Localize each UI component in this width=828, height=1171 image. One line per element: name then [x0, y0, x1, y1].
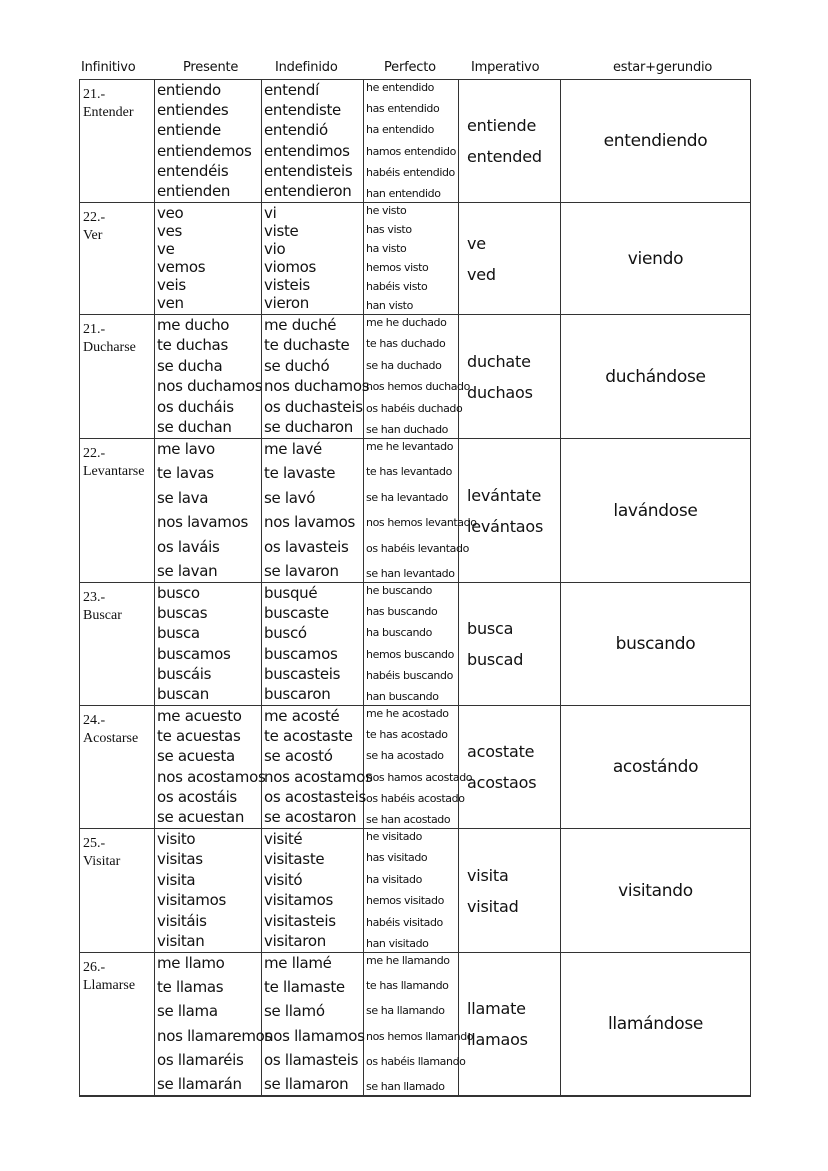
presente-form: visitan [157, 931, 205, 950]
perfecto-cell [364, 953, 474, 1097]
imperativo-form: llamate [467, 999, 526, 1018]
presente-form: nos acostamos [157, 767, 266, 786]
indefinido-forms [262, 829, 363, 952]
perfecto-forms [364, 583, 458, 705]
indefinido-form: visitamos [264, 891, 334, 910]
perfecto-form: han visitado [366, 936, 429, 950]
perfecto-form: ha entendido [366, 123, 434, 137]
perfecto-form: habéis visto [366, 280, 428, 293]
indefinido-form: te lavaste [264, 464, 336, 483]
presente-form: busca [157, 624, 200, 643]
presente-form: me ducho [157, 316, 230, 334]
gerundio-cell [561, 829, 751, 953]
perfecto-form: has buscando [366, 605, 438, 619]
perfecto-forms [364, 203, 458, 314]
perfecto-form: te has levantado [366, 465, 452, 479]
indefinido-form: se acostaron [264, 807, 357, 826]
gerundio-wrap [561, 953, 750, 1095]
imperativo-form: entended [467, 147, 542, 166]
indefinido-form: os acostasteis [264, 787, 366, 806]
perfecto-form: me he acostado [366, 707, 449, 720]
presente-form: veo [157, 204, 184, 222]
perfecto-form: habéis visitado [366, 915, 443, 929]
perfecto-form: has visto [366, 223, 412, 236]
imperativo-form: ved [467, 264, 496, 284]
presente-form: ven [157, 294, 184, 312]
indefinido-forms [262, 583, 363, 705]
indefinido-form: visitaron [264, 931, 326, 950]
indefinido-form: vieron [264, 294, 309, 312]
presente-form: me lavo [157, 440, 215, 458]
indefinido-form: se lavó [264, 488, 316, 507]
imperativo-form: busca [467, 619, 514, 638]
infinitive-cell [80, 829, 155, 953]
verb-row [80, 439, 751, 583]
verb-number: 22.- [83, 210, 106, 225]
indefinido-form: viomos [264, 258, 317, 276]
gerundio-form: buscando [615, 634, 696, 654]
perfecto-form: se han levantado [366, 566, 455, 580]
indefinido-form: visitó [264, 870, 303, 889]
presente-form: os llamaréis [157, 1050, 244, 1069]
indefinido-form: visité [264, 830, 303, 848]
perfecto-form: nos hemos levantado [366, 516, 477, 530]
infinitive-cell [80, 80, 155, 203]
perfecto-form: has entendido [366, 102, 440, 116]
perfecto-cell [364, 829, 459, 953]
presente-form: buscáis [157, 664, 212, 683]
indefinido-forms [262, 706, 373, 828]
perfecto-form: te has duchado [366, 337, 446, 351]
perfecto-form: se ha levantado [366, 490, 449, 504]
indefinido-form: buscaron [264, 684, 331, 703]
presente-forms [155, 706, 266, 828]
indefinido-form: os llamasteis [264, 1050, 359, 1069]
imperativo-cell [459, 706, 561, 829]
indefinido-forms [262, 315, 370, 438]
indefinido-form: visitasteis [264, 911, 336, 930]
presente-form: te llamas [157, 978, 224, 997]
indefinido-form: nos lavamos [264, 513, 355, 532]
perfecto-form: hamos entendido [366, 144, 456, 158]
presente-form: vemos [157, 258, 206, 276]
imperativo-form: acostaos [467, 773, 537, 792]
gerundio-form: lavándose [613, 500, 698, 521]
indefinido-form: te llamaste [264, 978, 345, 997]
presente-cell [155, 953, 273, 1097]
presente-form: se lava [157, 488, 209, 507]
imperativo-cell [459, 829, 561, 953]
imperativo-form: levántaos [467, 516, 544, 536]
imperativo-form: ve [467, 233, 486, 253]
indefinido-form: me duché [264, 316, 337, 334]
imperativo-cell [459, 439, 561, 583]
presente-cell [155, 439, 262, 583]
verb-row [80, 583, 751, 706]
indefinido-form: vio [264, 240, 286, 258]
infinitive-cell [80, 439, 155, 583]
presente-forms [155, 829, 261, 952]
gerundio-form: viendo [627, 248, 684, 269]
verb-number: 21.- [83, 87, 106, 102]
perfecto-forms [364, 829, 458, 952]
presente-form: entiendemos [157, 141, 252, 160]
indefinido-form: buscasteis [264, 664, 341, 683]
perfecto-form: me he levantado [366, 440, 454, 453]
perfecto-form: he visitado [366, 830, 422, 843]
indefinido-form: nos acostamos [264, 767, 373, 786]
perfecto-form: nos hamos acostado [366, 770, 473, 784]
perfecto-form: he buscando [366, 584, 432, 597]
header-indefinido: Indefinido [275, 60, 338, 75]
perfecto-cell [364, 439, 477, 583]
header-perfecto: Perfecto [384, 60, 436, 75]
verb-row [80, 829, 751, 953]
presente-form: se llamarán [157, 1074, 242, 1093]
imperativo-forms [459, 829, 560, 952]
indefinido-cell [262, 315, 370, 439]
presente-form: se lavan [157, 561, 218, 580]
perfecto-form: hemos buscando [366, 647, 454, 661]
presente-form: se llama [157, 1002, 218, 1021]
conjugation-table [79, 79, 751, 1097]
gerundio-wrap [561, 203, 750, 314]
presente-form: te lavas [157, 464, 214, 483]
perfecto-form: han visto [366, 299, 413, 312]
presente-form: visita [157, 870, 196, 889]
perfecto-cell [364, 80, 459, 203]
verb-row [80, 203, 751, 315]
gerundio-form: entendiendo [603, 131, 708, 151]
indefinido-form: nos llamamos [264, 1026, 365, 1045]
verb-number: 22.- [83, 446, 106, 461]
presente-form: nos lavamos [157, 513, 248, 532]
indefinido-cell [262, 829, 364, 953]
indefinido-form: entendieron [264, 181, 352, 200]
presente-form: entiendo [157, 81, 221, 99]
perfecto-form: os habéis duchado [366, 401, 463, 415]
imperativo-cell [459, 203, 561, 315]
perfecto-forms [364, 706, 473, 828]
presente-form: ve [157, 240, 175, 258]
presente-form: entiende [157, 121, 221, 140]
imperativo-forms [459, 953, 560, 1095]
perfecto-form: han buscando [366, 689, 439, 703]
gerundio-form: llamándose [607, 1014, 704, 1034]
perfecto-form: he visto [366, 204, 407, 217]
perfecto-form: os habéis levantado [366, 541, 469, 555]
perfecto-form: se ha duchado [366, 358, 442, 372]
indefinido-forms [262, 953, 363, 1095]
perfecto-forms [364, 953, 474, 1095]
perfecto-cell [364, 706, 473, 829]
verb-row [80, 80, 751, 203]
perfecto-form: nos hemos duchado [366, 380, 470, 394]
verb-number: 23.- [83, 590, 106, 605]
gerundio-cell [561, 706, 751, 829]
imperativo-forms [459, 315, 560, 438]
imperativo-form: entiende [467, 116, 537, 135]
perfecto-form: se ha llamando [366, 1004, 445, 1018]
gerundio-wrap [561, 706, 750, 828]
perfecto-form: habéis buscando [366, 668, 453, 682]
presente-form: visito [157, 830, 196, 848]
presente-forms [155, 80, 261, 202]
imperativo-form: acostate [467, 742, 535, 761]
imperativo-forms [459, 80, 560, 202]
perfecto-forms [364, 80, 458, 202]
perfecto-form: me he duchado [366, 316, 447, 329]
perfecto-forms [364, 439, 477, 582]
indefinido-form: me llamé [264, 954, 332, 972]
infinitive-cell [80, 315, 155, 439]
presente-form: visitas [157, 850, 203, 869]
imperativo-form: buscad [467, 650, 524, 669]
infinitive-cell [80, 706, 155, 829]
indefinido-form: viste [264, 222, 299, 240]
gerundio-cell [561, 439, 751, 583]
infinitive-cell [80, 953, 155, 1097]
perfecto-form: hemos visto [366, 261, 429, 274]
perfecto-form: se han llamado [366, 1079, 445, 1093]
gerundio-cell [561, 583, 751, 706]
indefinido-form: visteis [264, 276, 310, 294]
presente-form: nos duchamos [157, 377, 263, 396]
indefinido-cell [262, 203, 364, 315]
imperativo-form: levántate [467, 485, 542, 505]
verb-number: 25.- [83, 836, 106, 851]
imperativo-cell [459, 315, 561, 439]
header-imperativo: Imperativo [471, 60, 540, 75]
presente-form: se acuesta [157, 747, 235, 766]
verb-infinitive: Visitar [83, 854, 121, 869]
perfecto-form: se ha acostado [366, 749, 444, 763]
verb-number: 24.- [83, 713, 106, 728]
presente-cell [155, 80, 262, 203]
verb-row [80, 706, 751, 829]
presente-form: os ducháis [157, 397, 234, 416]
indefinido-cell [262, 583, 364, 706]
verb-infinitive: Entender [83, 105, 134, 120]
perfecto-form: ha visto [366, 242, 407, 255]
presente-form: se ducha [157, 356, 223, 375]
presente-form: me acuesto [157, 707, 242, 725]
indefinido-form: te duchaste [264, 336, 350, 355]
verb-row [80, 953, 751, 1097]
presente-form: entienden [157, 181, 231, 200]
imperativo-form: visita [467, 865, 509, 885]
perfecto-form: has visitado [366, 851, 428, 865]
presente-form: te duchas [157, 336, 228, 355]
indefinido-form: nos duchamos [264, 377, 370, 396]
gerundio-cell [561, 315, 751, 439]
verb-number: 26.- [83, 960, 106, 975]
presente-form: se acuestan [157, 807, 245, 826]
gerundio-form: acostándo [612, 757, 699, 777]
presente-form: se duchan [157, 417, 232, 436]
header-presente: Presente [183, 60, 239, 75]
verb-infinitive: Ducharse [83, 340, 136, 355]
imperativo-cell [459, 80, 561, 203]
perfecto-forms [364, 315, 470, 438]
gerundio-wrap [561, 80, 750, 202]
perfecto-form: nos hemos llamando [366, 1029, 474, 1043]
perfecto-form: hemos visitado [366, 894, 444, 908]
indefinido-cell [262, 439, 364, 583]
infinitive-cell [80, 583, 155, 706]
indefinido-form: entendisteis [264, 161, 353, 180]
perfecto-form: ha visitado [366, 872, 422, 886]
imperativo-form: duchaos [467, 382, 533, 402]
verb-number: 21.- [83, 322, 106, 337]
gerundio-wrap [561, 583, 750, 705]
perfecto-form: he entendido [366, 81, 434, 94]
presente-form: buscan [157, 684, 209, 703]
presente-cell [155, 203, 262, 315]
imperativo-forms [459, 706, 560, 828]
indefinido-form: buscaste [264, 604, 329, 623]
presente-form: entiendes [157, 101, 229, 120]
header-infinitivo: Infinitivo [81, 60, 136, 75]
conjugation-table-body [80, 80, 751, 1097]
indefinido-forms [262, 80, 363, 202]
indefinido-cell [262, 953, 364, 1097]
gerundio-wrap [561, 315, 750, 438]
perfecto-form: me he llamando [366, 954, 450, 967]
column-headers [79, 58, 749, 80]
presente-form: os acostáis [157, 787, 237, 806]
verb-infinitive: Ver [83, 228, 103, 243]
indefinido-form: se ducharon [264, 417, 354, 436]
gerundio-wrap [561, 829, 750, 952]
perfecto-form: ha buscando [366, 626, 432, 640]
perfecto-cell [364, 315, 470, 439]
presente-form: os laváis [157, 537, 220, 556]
indefinido-form: me acosté [264, 707, 340, 725]
perfecto-form: han entendido [366, 186, 441, 200]
header-gerundio: estar+gerundio [613, 60, 713, 75]
indefinido-form: entendí [264, 81, 319, 99]
presente-cell [155, 583, 262, 706]
presente-form: entendéis [157, 161, 229, 180]
verb-infinitive: Buscar [83, 608, 122, 623]
indefinido-form: te acostaste [264, 727, 353, 746]
gerundio-cell [561, 953, 751, 1097]
verb-infinitive: Levantarse [83, 464, 145, 479]
gerundio-form: visitando [618, 880, 693, 901]
imperativo-cell [459, 953, 561, 1097]
presente-form: buscas [157, 604, 208, 623]
presente-forms [155, 439, 261, 582]
indefinido-forms [262, 203, 363, 314]
presente-form: visitamos [157, 891, 227, 910]
indefinido-cell [262, 706, 373, 829]
indefinido-form: se duchó [264, 356, 330, 375]
infinitive-cell [80, 203, 155, 315]
imperativo-form: visitad [467, 896, 519, 916]
imperativo-forms [459, 583, 560, 705]
perfecto-form: habéis entendido [366, 165, 455, 179]
verb-row [80, 315, 751, 439]
presente-form: nos llamaremos [157, 1026, 273, 1045]
presente-form: me llamo [157, 954, 225, 972]
perfecto-form: os habéis llamando [366, 1054, 466, 1068]
indefinido-form: vi [264, 204, 277, 222]
indefinido-form: buscó [264, 624, 307, 643]
perfecto-form: os habéis acostado [366, 791, 465, 805]
presente-form: ves [157, 222, 183, 240]
indefinido-form: se llamaron [264, 1074, 349, 1093]
presente-cell [155, 706, 266, 829]
presente-form: busco [157, 584, 200, 602]
indefinido-form: se acostó [264, 747, 333, 766]
perfecto-form: te has llamando [366, 979, 449, 993]
perfecto-form: te has acostado [366, 728, 448, 742]
presente-forms [155, 203, 261, 314]
gerundio-form: duchándose [605, 366, 706, 387]
verb-infinitive: Acostarse [83, 731, 139, 746]
indefinido-form: entendiste [264, 101, 341, 120]
presente-cell [155, 829, 262, 953]
presente-cell [155, 315, 262, 439]
indefinido-form: os lavasteis [264, 537, 349, 556]
gerundio-cell [561, 203, 751, 315]
indefinido-cell [262, 80, 364, 203]
indefinido-form: se llamó [264, 1002, 325, 1021]
imperativo-forms [459, 439, 560, 582]
presente-form: buscamos [157, 644, 231, 663]
presente-form: visitáis [157, 911, 207, 930]
indefinido-form: entendimos [264, 141, 350, 160]
gerundio-wrap [561, 439, 750, 582]
verb-infinitive: Llamarse [83, 978, 136, 993]
imperativo-form: llamaos [467, 1030, 528, 1049]
perfecto-form: se han acostado [366, 812, 451, 826]
presente-forms [155, 953, 273, 1095]
presente-forms [155, 315, 261, 438]
indefinido-form: me lavé [264, 440, 322, 458]
presente-form: te acuestas [157, 727, 241, 746]
imperativo-form: duchate [467, 351, 531, 371]
presente-forms [155, 583, 261, 705]
gerundio-cell [561, 80, 751, 203]
imperativo-forms [459, 203, 560, 314]
perfecto-cell [364, 203, 459, 315]
perfecto-cell [364, 583, 459, 706]
indefinido-form: entendió [264, 121, 328, 140]
imperativo-cell [459, 583, 561, 706]
indefinido-forms [262, 439, 363, 582]
indefinido-form: se lavaron [264, 561, 339, 580]
presente-form: veis [157, 276, 186, 294]
indefinido-form: visitaste [264, 850, 325, 869]
perfecto-form: se han duchado [366, 422, 449, 436]
indefinido-form: buscamos [264, 644, 338, 663]
indefinido-form: busqué [264, 584, 318, 602]
indefinido-form: os duchasteis [264, 397, 363, 416]
